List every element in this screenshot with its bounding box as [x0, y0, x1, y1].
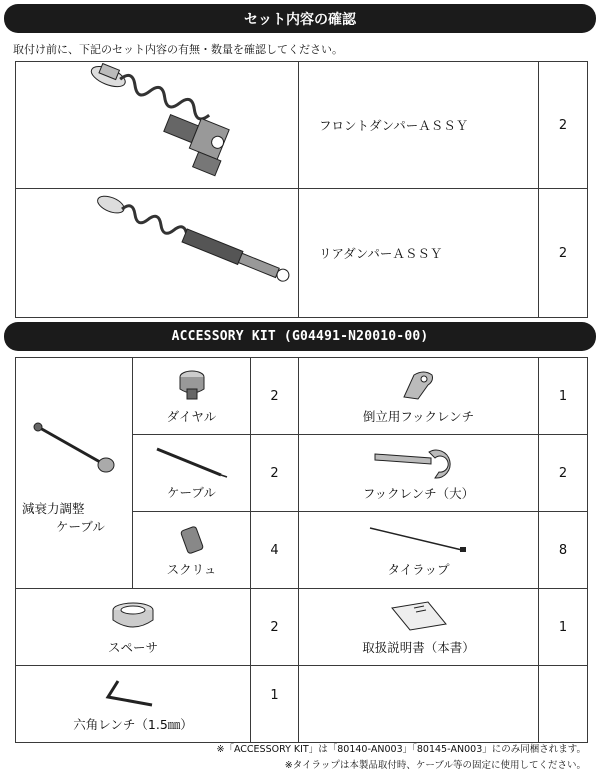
manual-icon [384, 598, 454, 634]
accessory-kit-table [15, 357, 588, 743]
screw-cell [133, 512, 251, 589]
damper-adjust-cable-icon [22, 410, 138, 490]
rear-damper-qty: 2 [539, 189, 588, 318]
footnote-accessory-kit: ※「ACCESSORY KIT」は「80140-AN003」「80145-AN003」にのみ同梱されます。 [216, 744, 586, 755]
spacer-qty: 2 [251, 589, 299, 666]
section-title-accessory-kit [4, 322, 596, 351]
screw-qty: 4 [251, 512, 299, 589]
empty-qty-cell [539, 666, 588, 743]
rear-damper-icon [16, 189, 299, 317]
front-damper-qty: 2 [539, 62, 588, 189]
dial-qty: 2 [251, 358, 299, 435]
cable-tie-icon [364, 522, 474, 556]
spacer-name: スペーサ [107, 640, 158, 655]
spacer-icon [108, 598, 158, 634]
footnote-cable-tie: ※タイラップは本製品取付時、ケーブル等の固定に使用してください。 [284, 760, 586, 771]
rear-damper-image-cell [16, 189, 299, 318]
cable-cell [133, 435, 251, 512]
cable-icon [147, 445, 237, 479]
dial-icon [172, 367, 212, 403]
front-damper-name: フロントダンパーＡＳＳＹ [299, 62, 539, 189]
dial-cell [133, 358, 251, 435]
rear-damper-name: リアダンパーＡＳＳＹ [299, 189, 539, 318]
table-row [16, 62, 588, 189]
damper-adjust-cable-cell [16, 358, 133, 589]
hook-wrench-large-qty: 2 [539, 435, 588, 512]
cable-name: ケーブル [167, 485, 216, 500]
hex-wrench-name: 六角レンチ（1.5㎜） [73, 717, 193, 732]
cable-qty: 2 [251, 435, 299, 512]
dial-name: ダイヤル [166, 409, 217, 424]
inverted-hook-wrench-cell [299, 358, 539, 435]
table-row [16, 589, 588, 666]
manual-name: 取扱説明書（本書） [362, 640, 475, 655]
table-row [16, 666, 588, 743]
spacer-cell [16, 589, 251, 666]
damper-adjust-cable-label-1: 減衰力調整 [22, 501, 85, 516]
table-row [16, 189, 588, 318]
cable-tie-cell [299, 512, 539, 589]
damper-adjust-cable-label-2: ケーブル [56, 519, 105, 534]
inverted-hook-wrench-icon [394, 367, 444, 403]
hook-wrench-large-icon [369, 444, 469, 480]
empty-cell [299, 666, 539, 743]
manual-qty: 1 [539, 589, 588, 666]
front-damper-icon [16, 62, 299, 188]
hex-wrench-icon [98, 675, 168, 711]
cable-tie-qty: 8 [539, 512, 588, 589]
cable-tie-name: タイラップ [387, 562, 450, 577]
manual-cell [299, 589, 539, 666]
hex-wrench-qty: 1 [251, 666, 299, 743]
front-damper-image-cell [16, 62, 299, 189]
hook-wrench-large-cell [299, 435, 539, 512]
inverted-hook-wrench-qty: 1 [539, 358, 588, 435]
section-title-text: ACCESSORY KIT (G04491-N20010-00) [171, 329, 429, 344]
screw-icon [172, 522, 212, 556]
inverted-hook-wrench-name: 倒立用フックレンチ [362, 409, 475, 424]
hex-wrench-cell [16, 666, 251, 743]
section-title-set-contents [4, 4, 596, 33]
hook-wrench-large-name: フックレンチ（大） [362, 486, 475, 501]
intro-text: 取付け前に、下記のセット内容の有無・数量を確認してください。 [13, 43, 343, 56]
table-row [16, 358, 588, 435]
section-title-text: セット内容の確認 [244, 11, 356, 28]
set-contents-table [15, 61, 588, 318]
screw-name: スクリュ [166, 562, 217, 577]
